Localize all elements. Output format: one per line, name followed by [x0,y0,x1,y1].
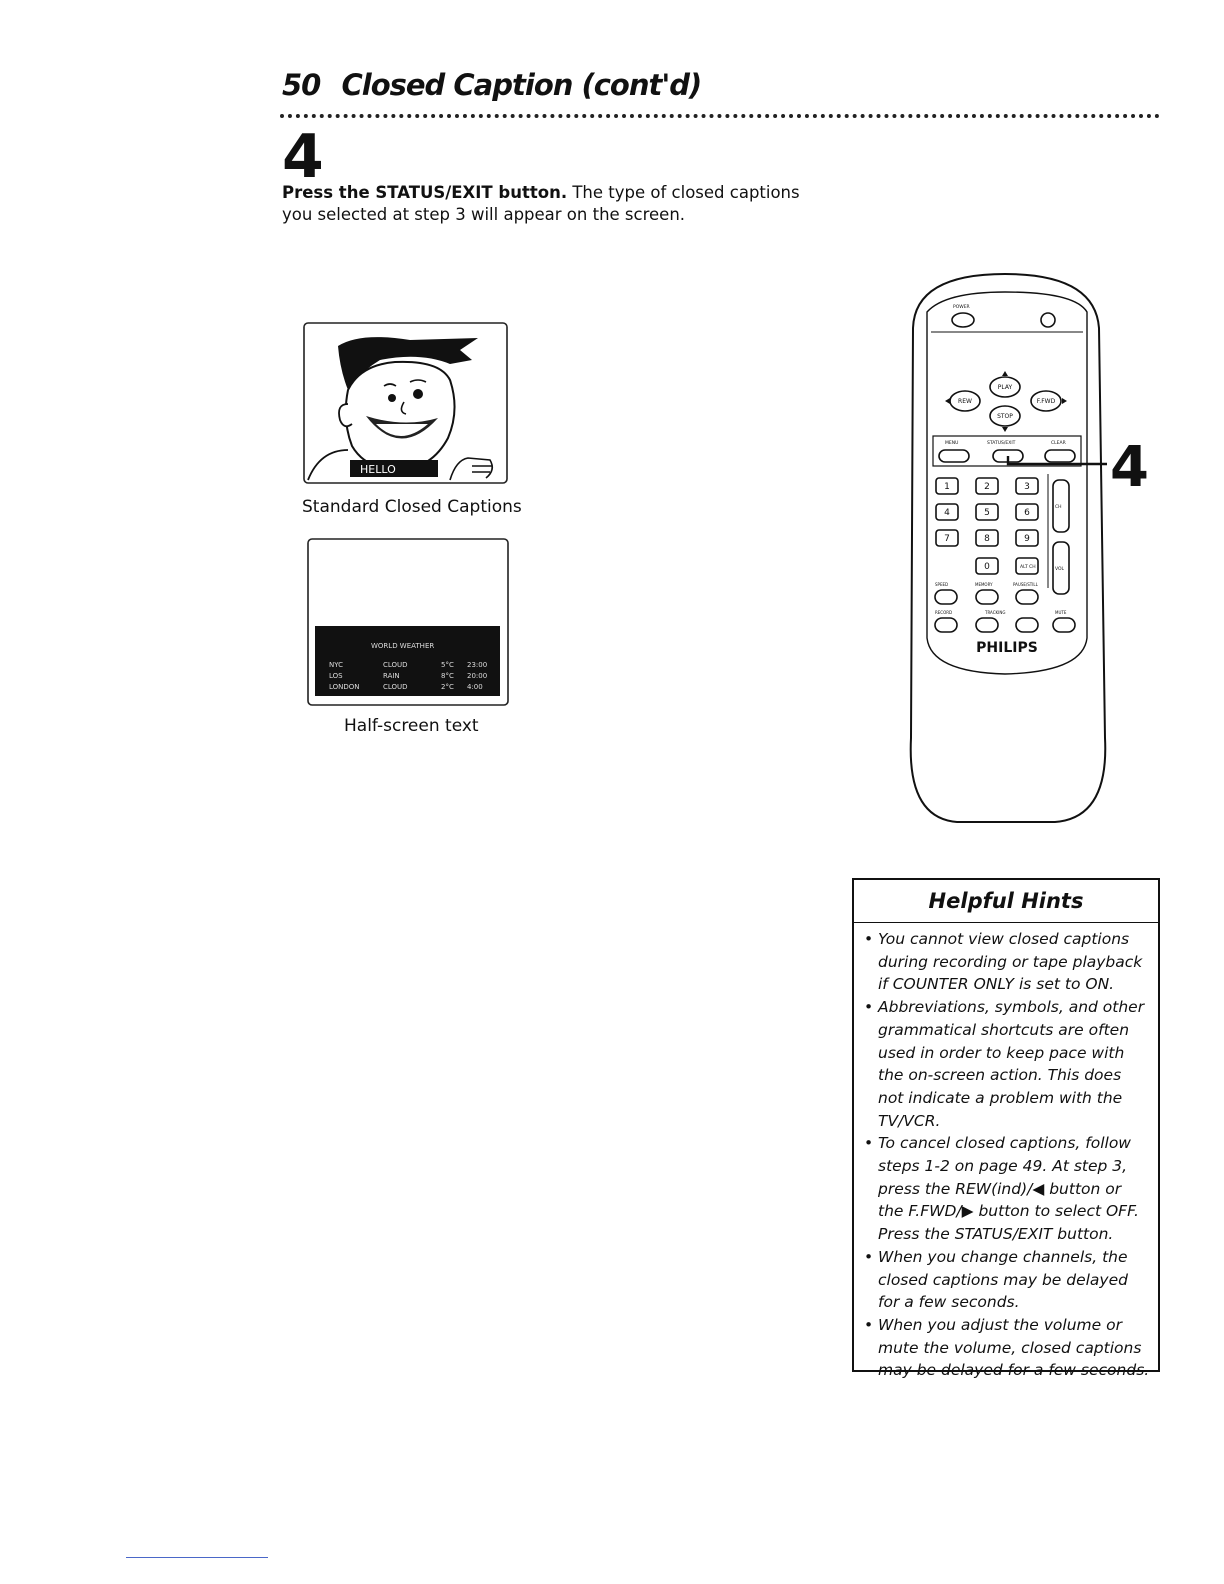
row3-temp: 2°C [441,683,454,691]
digit-4: 4 [944,508,950,518]
step-number: 4 [282,122,324,192]
memory-label: MEMORY [975,582,993,587]
row2-temp: 8°C [441,672,454,680]
caption-text: HELLO [360,463,396,476]
dotted-divider [280,114,1160,118]
hint-item: • You cannot view closed captions during recording or tape playback if COUNTER ONLY is set to ON. [864,928,1150,996]
standard-caption-illustration [300,320,510,490]
digit-9: 9 [1024,534,1030,544]
brand-logo: PHILIPS [976,640,1038,656]
digit-8: 8 [984,534,990,544]
ch-label: CH [1055,505,1062,510]
page-number: 50 [282,68,321,102]
instruction-rest: The type of closed captions [567,183,800,202]
row2-city: LOS [329,672,343,680]
row1-temp: 5°C [441,661,454,669]
ffwd-label: F.FWD [1036,398,1056,405]
helpful-hints-box [852,878,1160,1380]
hint-item: • Abbreviations, symbols, and other grammatical shortcuts are often used in order to keep pace with the on-screen action. This does not indicate a problem with the TV/VCR. [864,996,1150,1132]
row3-city: LONDON [329,683,360,691]
digit-2: 2 [984,482,990,492]
power-label: POWER [953,305,970,310]
row3-weather: CLOUD [383,683,408,691]
hints-list [864,928,1150,1382]
eject-button [1041,313,1055,327]
row1-city: NYC [329,661,344,669]
vol-label: VOL [1055,567,1065,572]
row1-weather: CLOUD [383,661,408,669]
digit-3: 3 [1024,482,1030,492]
power-button [952,313,974,327]
row2-weather: RAIN [383,672,400,680]
row2-time: 20:00 [467,672,488,680]
remote-control-illustration [905,268,1110,828]
digit-5: 5 [984,508,990,518]
digit-6: 6 [1024,508,1030,518]
digit-1: 1 [944,482,950,492]
half-screen-label: Half-screen text [344,716,479,736]
play-label: PLAY [997,384,1013,391]
hint-item: • To cancel closed captions, follow steps 1-2 on page 49. At step 3, press the REW(ind)/◀ button or the F.FWD/▶ button to select OFF. Press the STATUS/EXIT button. [864,1132,1150,1246]
digit-7: 7 [944,534,950,544]
hints-title: Helpful Hints [854,880,1158,923]
page-title: Closed Caption (cont'd) [341,68,702,102]
stop-label: STOP [997,413,1013,420]
rew-label: REW [958,398,972,405]
instruction-bold: Press the STATUS/EXIT button. [282,183,568,202]
speed-label: SPEED [935,582,949,587]
digit-0: 0 [984,562,990,572]
pause-still-label: PAUSE/STILL [1013,582,1038,587]
record-label: RECORD [935,610,953,615]
step-instruction [282,182,842,226]
standard-caption-label: Standard Closed Captions [302,497,522,517]
page-header [282,68,701,102]
tracking-label: TRACKING [985,610,1006,615]
half-screen-illustration [305,536,511,708]
clear-label: CLEAR [1051,441,1066,446]
step-callout-number: 4 [1110,435,1149,500]
row3-time: 4:00 [467,683,483,691]
hint-item: • When you adjust the volume or mute the volume, closed captions may be delayed for a few seconds. [864,1314,1150,1382]
half-screen-heading: WORLD WEATHER [371,642,435,650]
status-exit-label: STATUS/EXIT [987,441,1016,446]
footer-rule [126,1557,268,1558]
instruction-line2: you selected at step 3 will appear on the screen. [282,205,686,224]
alt-ch-label: ALT CH [1020,565,1036,570]
hint-item: • When you change channels, the closed captions may be delayed for a few seconds. [864,1246,1150,1314]
row1-time: 23:00 [467,661,488,669]
mute-label: MUTE [1055,610,1067,615]
menu-label: MENU [945,441,959,446]
